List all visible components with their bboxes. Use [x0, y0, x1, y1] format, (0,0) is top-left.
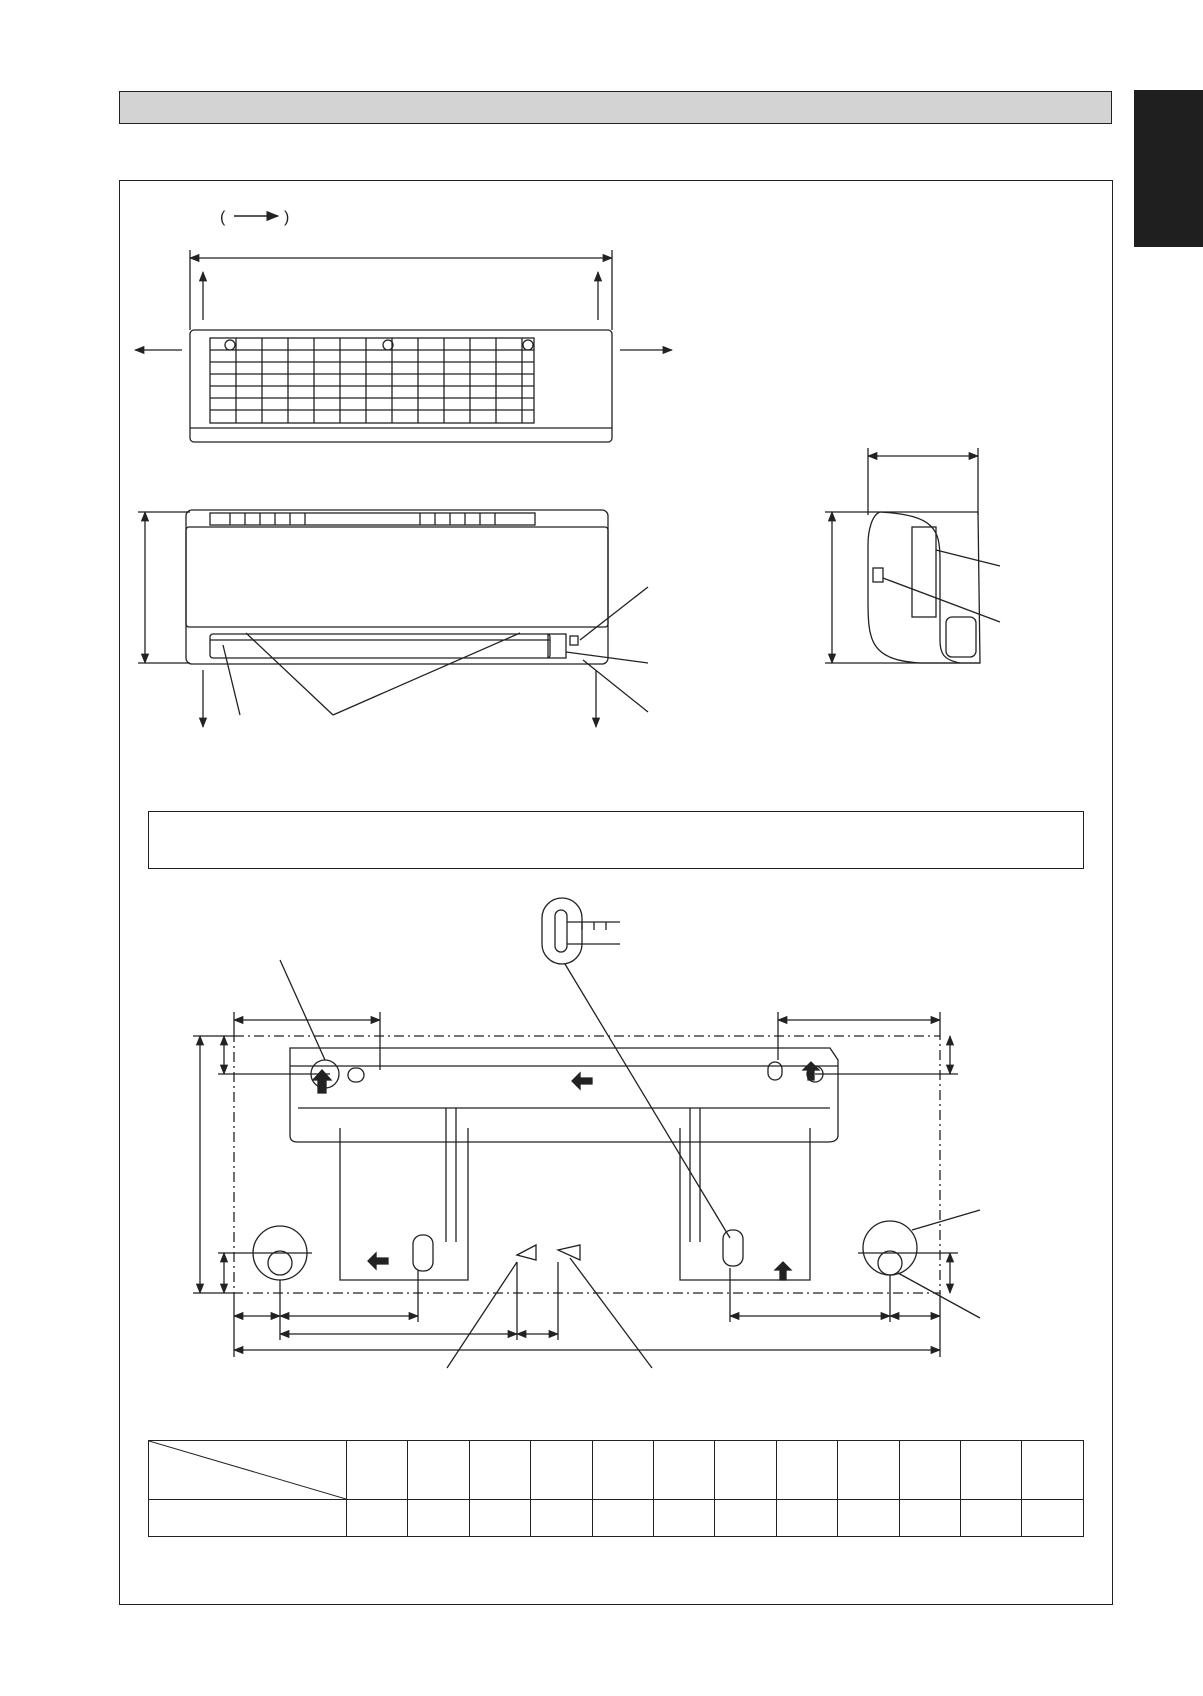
table-value-cell: [347, 1500, 408, 1537]
table-header-cell: [592, 1441, 653, 1500]
table-value-cell: [654, 1500, 715, 1537]
table-value-cell: [469, 1500, 530, 1537]
table-header-cell: [1022, 1441, 1084, 1500]
table-row-label-cell: [149, 1500, 347, 1537]
table-value-cell: [899, 1500, 960, 1537]
svg-text:): ): [284, 209, 290, 226]
table-header-cell: [408, 1441, 469, 1500]
table-value-cell: [715, 1500, 776, 1537]
table-corner-cell: [149, 1441, 347, 1500]
direction-legend: [220, 209, 289, 226]
table-value-cell: [776, 1500, 837, 1537]
dimension-table: [148, 1440, 1084, 1537]
table-header-cell: [899, 1441, 960, 1500]
table-header-cell: [654, 1441, 715, 1500]
table-value-cell: [408, 1500, 469, 1537]
table-value-cell: [1022, 1500, 1084, 1537]
table-value-cell: [592, 1500, 653, 1537]
table-header-cell: [961, 1441, 1022, 1500]
side-view-unit: [825, 448, 1000, 663]
table-value-cell: [961, 1500, 1022, 1537]
table-header-cell: [469, 1441, 530, 1500]
table-header-cell: [715, 1441, 776, 1500]
table-header-cell: [347, 1441, 408, 1500]
table-header-cell: [838, 1441, 899, 1500]
top-view-unit: [135, 250, 672, 442]
mounting-bracket: [193, 898, 980, 1368]
table-value-cell: [838, 1500, 899, 1537]
table-header-cell: [776, 1441, 837, 1500]
table-value-cell: [531, 1500, 592, 1537]
table-header-cell: [531, 1441, 592, 1500]
svg-text:(: (: [220, 209, 226, 226]
